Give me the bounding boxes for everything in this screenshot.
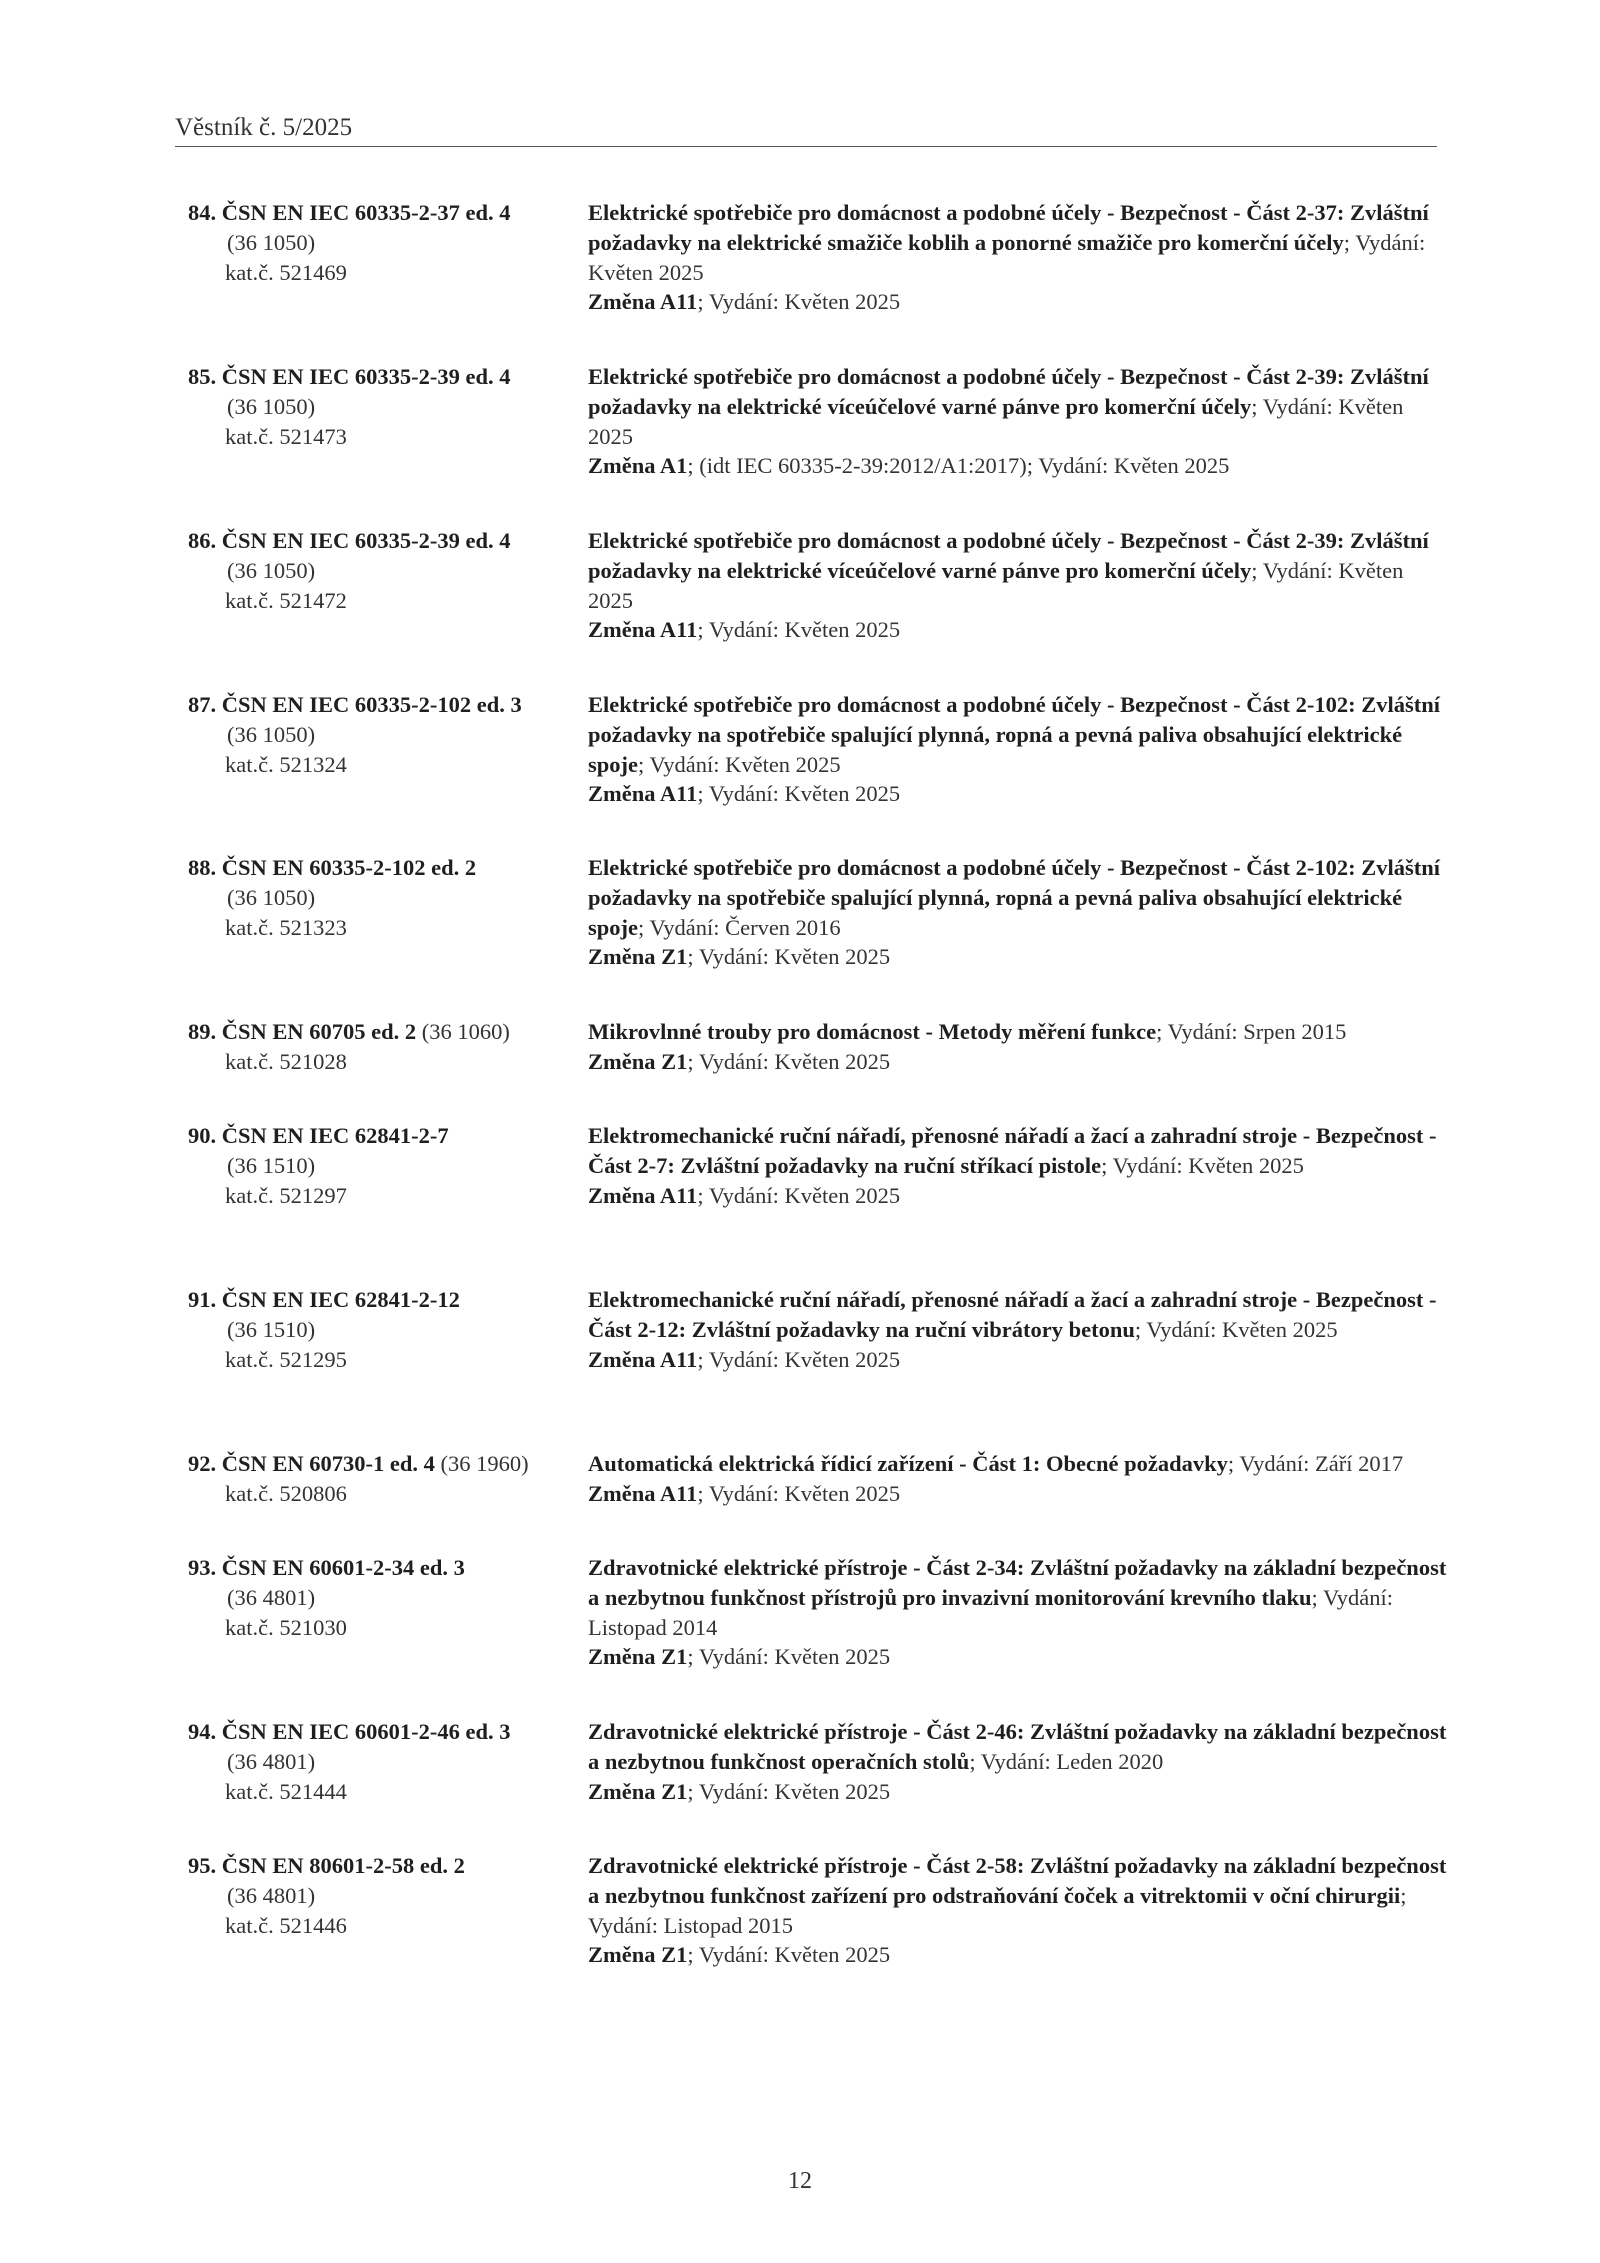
- entry-description: [588, 198, 1448, 317]
- catalog-number: kat.č. 521469: [225, 259, 347, 285]
- amendment-date: ; Vydání: Květen 2025: [697, 617, 901, 643]
- amendment-label: Změna Z1: [588, 1048, 688, 1074]
- standard-designation: ČSN EN 60335-2-102 ed. 2: [221, 855, 477, 880]
- standard-designation: ČSN EN IEC 62841-2-12: [221, 1287, 460, 1312]
- catalog-number: kat.č. 521444: [225, 1778, 347, 1804]
- standard-title: Zdravotnické elektrické přístroje - Část 2-58: Zvláštní požadavky na základní bezpečnost a nezbytnou funkčnost zařízení pro odstraňování čoček a vitrektomii v oční chirurgii: [588, 1853, 1447, 1908]
- standard-title: Zdravotnické elektrické přístroje - Část 2-46: Zvláštní požadavky na základní bezpečnost a nezbytnou funkčnost operačních stolů: [588, 1719, 1447, 1774]
- amendment-date: ; Vydání: Květen 2025: [687, 1048, 891, 1074]
- entry-number: 86.: [188, 528, 217, 553]
- classification-code: (36 1050): [227, 884, 316, 910]
- entry-number: 84.: [188, 200, 217, 225]
- amendment-label: Změna A11: [588, 617, 698, 643]
- page-header: Věstník č. 5/2025: [175, 112, 1437, 147]
- entry-description: [588, 1121, 1448, 1210]
- standard-title: Elektrické spotřebiče pro domácnost a podobné účely - Bezpečnost - Část 2-39: Zvláštní požadavky na elektrické víceúčelové varné pánve pro komerční účely: [588, 364, 1429, 419]
- standard-designation: ČSN EN 60730-1 ed. 4: [221, 1451, 435, 1476]
- standard-designation: ČSN EN IEC 60335-2-37 ed. 4: [221, 200, 511, 225]
- amendment-date: ; Vydání: Květen 2025: [697, 1346, 901, 1372]
- classification-code: (36 1510): [227, 1152, 316, 1178]
- standard-designation: ČSN EN IEC 60335-2-102 ed. 3: [221, 692, 522, 717]
- entry-description: [588, 853, 1448, 972]
- amendment-label: Změna A11: [588, 289, 698, 315]
- amendment-label: Změna Z1: [588, 1942, 688, 1968]
- entry-description: [588, 362, 1448, 481]
- amendment-date: ; Vydání: Květen 2025: [697, 289, 901, 315]
- entry-id-column: [188, 526, 588, 615]
- entry-number: 87.: [188, 692, 217, 717]
- issue-date: ; Vydání: Květen 2025: [588, 229, 1426, 285]
- standard-designation: ČSN EN 60601-2-34 ed. 3: [221, 1555, 465, 1580]
- amendment-date: ; (idt IEC 60335-2-39:2012/A1:2017); Vydání: Květen 2025: [687, 453, 1230, 479]
- entry-description: [588, 526, 1448, 645]
- standard-designation: ČSN EN IEC 60335-2-39 ed. 4: [221, 528, 511, 553]
- classification-code: (36 1510): [227, 1316, 316, 1342]
- entry-id-column: [188, 1449, 588, 1509]
- amendment-label: Změna Z1: [588, 944, 688, 970]
- amendment-date: ; Vydání: Květen 2025: [687, 944, 891, 970]
- catalog-number: kat.č. 521297: [225, 1182, 347, 1208]
- standard-title: Elektrické spotřebiče pro domácnost a podobné účely - Bezpečnost - Část 2-37: Zvláštní požadavky na elektrické smažiče koblih a ponorné smažiče pro komerční účely: [588, 200, 1429, 255]
- amendment-label: Změna A11: [588, 1346, 698, 1372]
- entry-id-column: [188, 1017, 588, 1077]
- entry-description: [588, 1553, 1448, 1672]
- issue-date: ; Vydání: Srpen 2015: [1156, 1019, 1347, 1044]
- standard-designation: ČSN EN 80601-2-58 ed. 2: [221, 1853, 465, 1878]
- classification-code: (36 1050): [227, 557, 316, 583]
- standard-title: Elektrické spotřebiče pro domácnost a podobné účely - Bezpečnost - Část 2-39: Zvláštní požadavky na elektrické víceúčelové varné pánve pro komerční účely: [588, 528, 1429, 583]
- entry-description: [588, 690, 1448, 809]
- amendment-date: ; Vydání: Květen 2025: [697, 781, 901, 807]
- catalog-number: kat.č. 521472: [225, 587, 347, 613]
- issue-date: ; Vydání: Listopad 2015: [588, 1882, 1407, 1938]
- classification-code: (36 1060): [416, 1019, 510, 1044]
- page-number: 12: [788, 2168, 812, 2194]
- amendment-date: ; Vydání: Květen 2025: [687, 1644, 891, 1670]
- entry-number: 89.: [188, 1019, 217, 1044]
- entry-description: [588, 1017, 1448, 1077]
- catalog-number: kat.č. 521323: [225, 914, 347, 940]
- classification-code: (36 1050): [227, 229, 316, 255]
- amendment-date: ; Vydání: Květen 2025: [697, 1480, 901, 1506]
- issue-date: ; Vydání: Září 2017: [1227, 1451, 1404, 1476]
- entry-id-column: [188, 198, 588, 287]
- classification-code: (36 4801): [227, 1748, 316, 1774]
- standard-title: Zdravotnické elektrické přístroje - Část 2-34: Zvláštní požadavky na základní bezpečnost a nezbytnou funkčnost přístrojů pro invazivní monitorování krevního tlaku: [588, 1555, 1447, 1610]
- standard-designation: ČSN EN IEC 60335-2-39 ed. 4: [221, 364, 511, 389]
- catalog-number: kat.č. 521473: [225, 423, 347, 449]
- issue-date: ; Vydání: Květen 2025: [588, 393, 1404, 449]
- amendment-date: ; Vydání: Květen 2025: [687, 1942, 891, 1968]
- classification-code: (36 4801): [227, 1584, 316, 1610]
- catalog-number: kat.č. 521295: [225, 1346, 347, 1372]
- entry-number: 90.: [188, 1123, 217, 1148]
- entry-description: [588, 1851, 1448, 1970]
- issue-date: ; Vydání: Květen 2025: [1134, 1316, 1338, 1342]
- catalog-number: kat.č. 521030: [225, 1614, 347, 1640]
- amendment-label: Změna Z1: [588, 1644, 688, 1670]
- issue-date: ; Vydání: Leden 2020: [969, 1748, 1164, 1774]
- amendment-label: Změna Z1: [588, 1778, 688, 1804]
- amendment-date: ; Vydání: Květen 2025: [697, 1182, 901, 1208]
- entry-number: 95.: [188, 1853, 217, 1878]
- entry-id-column: [188, 853, 588, 942]
- catalog-number: kat.č. 521324: [225, 751, 347, 777]
- entry-id-column: [188, 1121, 588, 1210]
- entry-number: 85.: [188, 364, 217, 389]
- classification-code: (36 1960): [434, 1451, 529, 1476]
- entry-number: 91.: [188, 1287, 217, 1312]
- issue-date: ; Vydání: Listopad 2014: [588, 1584, 1393, 1640]
- entry-id-column: [188, 690, 588, 779]
- issue-date: ; Vydání: Květen 2025: [638, 751, 841, 777]
- standard-title: Elektromechanické ruční nářadí, přenosné nářadí a žací a zahradní stroje - Bezpečnost - Část 2-12: Zvláštní požadavky na ruční vibrátory betonu: [588, 1287, 1437, 1342]
- entry-description: [588, 1285, 1448, 1374]
- standard-title: Mikrovlnné trouby pro domácnost - Metody měření funkce: [588, 1019, 1157, 1044]
- entry-number: 88.: [188, 855, 217, 880]
- standard-designation: ČSN EN IEC 62841-2-7: [221, 1123, 449, 1148]
- entry-id-column: [188, 362, 588, 451]
- issue-date: ; Vydání: Červen 2016: [638, 914, 841, 940]
- standard-title: Elektrické spotřebiče pro domácnost a podobné účely - Bezpečnost - Část 2-102: Zvláštní požadavky na spotřebiče spalující plynná, ropná a pevná paliva obsahující elektrické spoje: [588, 692, 1441, 777]
- standard-title: Elektromechanické ruční nářadí, přenosné nářadí a žací a zahradní stroje - Bezpečnost - Část 2-7: Zvláštní požadavky na ruční stříkací pistole: [588, 1123, 1437, 1178]
- entry-description: [588, 1449, 1448, 1509]
- catalog-number: kat.č. 521028: [225, 1048, 347, 1074]
- issue-date: ; Vydání: Květen 2025: [1101, 1152, 1304, 1178]
- entry-id-column: [188, 1285, 588, 1374]
- amendment-label: Změna A1: [588, 453, 688, 479]
- entry-id-column: [188, 1851, 588, 1940]
- standard-designation: ČSN EN IEC 60601-2-46 ed. 3: [221, 1719, 511, 1744]
- amendment-label: Změna A11: [588, 1182, 698, 1208]
- entry-id-column: [188, 1717, 588, 1806]
- entry-description: [588, 1717, 1448, 1806]
- classification-code: (36 4801): [227, 1882, 316, 1908]
- issue-date: ; Vydání: Květen 2025: [588, 557, 1404, 613]
- entry-number: 92.: [188, 1451, 217, 1476]
- entry-number: 93.: [188, 1555, 217, 1580]
- catalog-number: kat.č. 520806: [225, 1480, 347, 1506]
- standard-title: Automatická elektrická řídicí zařízení - Část 1: Obecné požadavky: [588, 1451, 1228, 1476]
- classification-code: (36 1050): [227, 393, 316, 419]
- entry-id-column: [188, 1553, 588, 1642]
- classification-code: (36 1050): [227, 721, 316, 747]
- catalog-number: kat.č. 521446: [225, 1912, 347, 1938]
- entry-number: 94.: [188, 1719, 217, 1744]
- standard-title: Elektrické spotřebiče pro domácnost a podobné účely - Bezpečnost - Část 2-102: Zvláštní požadavky na spotřebiče spalující plynná, ropná a pevná paliva obsahující elektrické spoje: [588, 855, 1441, 940]
- standard-designation: ČSN EN 60705 ed. 2: [221, 1019, 417, 1044]
- amendment-label: Změna A11: [588, 781, 698, 807]
- amendment-date: ; Vydání: Květen 2025: [687, 1778, 891, 1804]
- amendment-label: Změna A11: [588, 1480, 698, 1506]
